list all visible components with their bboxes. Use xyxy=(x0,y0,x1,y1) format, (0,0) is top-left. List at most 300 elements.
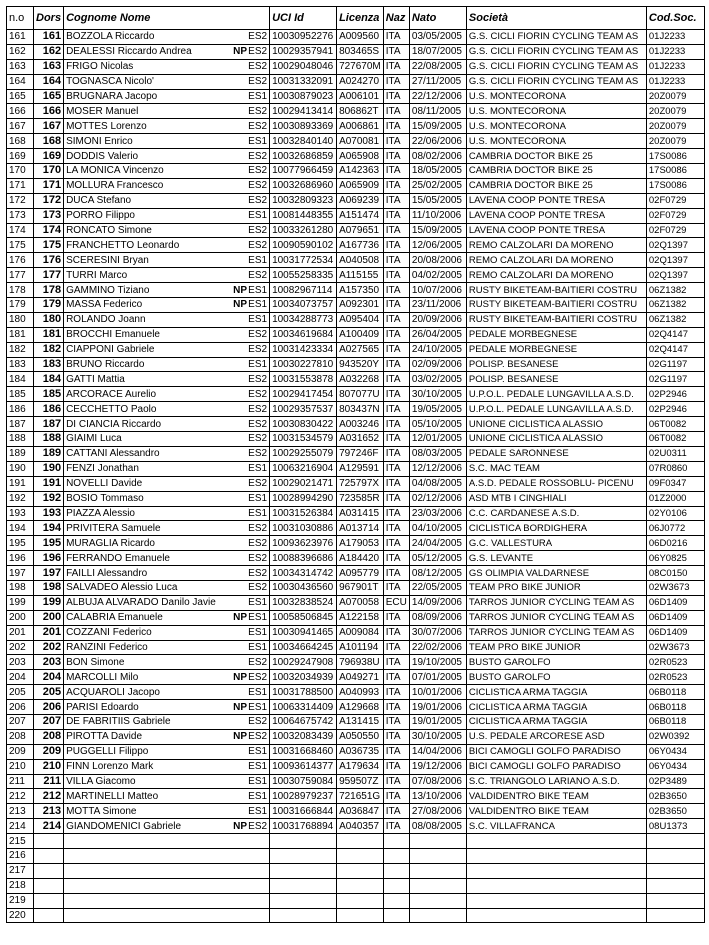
bib-number: 203 xyxy=(34,655,64,670)
rider-name: BRUNO Riccardo xyxy=(66,359,145,371)
rider-name: VILLA Giacomo xyxy=(66,775,136,787)
team-code: 01Z2000 xyxy=(646,491,704,506)
team-code xyxy=(646,848,704,863)
rider-name-cell xyxy=(64,30,270,45)
bib-number: 177 xyxy=(34,268,64,283)
row-number: 191 xyxy=(7,476,34,491)
team-name: U.S. MONTECORONA xyxy=(466,104,646,119)
rider-name-cell xyxy=(64,714,270,729)
category: ES2 xyxy=(248,225,268,237)
team-name: G.S. CICLI FIORIN CYCLING TEAM AS xyxy=(466,74,646,89)
rider-name-cell xyxy=(64,357,270,372)
licenza: 943520Y xyxy=(337,357,384,372)
bib-number: 171 xyxy=(34,178,64,193)
birth-date: 05/10/2005 xyxy=(409,417,466,432)
birth-date: 18/05/2005 xyxy=(409,164,466,179)
licenza: A101194 xyxy=(337,640,384,655)
team-code: 06T0082 xyxy=(646,432,704,447)
birth-date: 07/08/2006 xyxy=(409,774,466,789)
rider-name-cell xyxy=(64,685,270,700)
category: ES2 xyxy=(248,403,268,415)
uci-id: 10034314742 xyxy=(270,566,337,581)
table-row xyxy=(7,44,705,59)
nationality: ITA xyxy=(383,357,409,372)
row-number: 168 xyxy=(7,134,34,149)
birth-date: 02/12/2006 xyxy=(409,491,466,506)
nationality xyxy=(383,848,409,863)
licenza: A095404 xyxy=(337,312,384,327)
nationality: ITA xyxy=(383,729,409,744)
uci-id: 10030830422 xyxy=(270,417,337,432)
licenza: A151474 xyxy=(337,208,384,223)
licenza: 797246F xyxy=(337,446,384,461)
rider-name-cell xyxy=(64,327,270,342)
birth-date: 10/07/2006 xyxy=(409,283,466,298)
bib-number: 191 xyxy=(34,476,64,491)
birth-date: 30/07/2006 xyxy=(409,625,466,640)
rider-name-cell xyxy=(64,878,270,893)
header-dors: Dors xyxy=(34,7,64,30)
team-name: UNIONE CICLISTICA ALASSIO xyxy=(466,432,646,447)
licenza: A079651 xyxy=(337,223,384,238)
uci-id: 10032809323 xyxy=(270,193,337,208)
bib-number: 208 xyxy=(34,729,64,744)
licenza: A027565 xyxy=(337,342,384,357)
licenza: A036735 xyxy=(337,744,384,759)
bib-number: 193 xyxy=(34,506,64,521)
bib-number: 187 xyxy=(34,417,64,432)
rider-name-cell xyxy=(64,819,270,834)
table-row xyxy=(7,74,705,89)
uci-id: 10030952276 xyxy=(270,30,337,45)
rider-name: MOTTES Lorenzo xyxy=(66,120,147,132)
table-row xyxy=(7,804,705,819)
table-row xyxy=(7,223,705,238)
category: ES2 xyxy=(248,567,268,579)
table-row xyxy=(7,595,705,610)
row-number: 211 xyxy=(7,774,34,789)
nationality: ITA xyxy=(383,134,409,149)
licenza xyxy=(337,863,384,878)
rider-name-cell xyxy=(64,178,270,193)
category: ES1 xyxy=(248,463,268,475)
row-number: 182 xyxy=(7,342,34,357)
category: ES2 xyxy=(248,61,268,73)
team-code: 01J2233 xyxy=(646,74,704,89)
bib-number: 175 xyxy=(34,238,64,253)
table-row xyxy=(7,119,705,134)
team-name: POLISP. BESANESE xyxy=(466,372,646,387)
team-code: 02F0729 xyxy=(646,208,704,223)
category: ES2 xyxy=(248,329,268,341)
row-number: 217 xyxy=(7,863,34,878)
team-code: 02Q4147 xyxy=(646,342,704,357)
row-number: 173 xyxy=(7,208,34,223)
header-cod-soc: Cod.Soc. xyxy=(646,7,704,30)
nationality: ITA xyxy=(383,700,409,715)
team-name: RUSTY BIKETEAM-BAITIERI COSTRU xyxy=(466,298,646,313)
rider-name: BRUGNARA Jacopo xyxy=(66,91,158,102)
team-name: CAMBRIA DOCTOR BIKE 25 xyxy=(466,149,646,164)
uci-id: 10029247908 xyxy=(270,655,337,670)
table-row xyxy=(7,178,705,193)
bib-number: 202 xyxy=(34,640,64,655)
team-name xyxy=(466,893,646,908)
team-name: PEDALE MORBEGNESE xyxy=(466,342,646,357)
uci-id: 10034619684 xyxy=(270,327,337,342)
uci-id: 10034664245 xyxy=(270,640,337,655)
rider-name: MOTTA Simone xyxy=(66,805,137,817)
rider-name-cell xyxy=(64,342,270,357)
category: ES2 xyxy=(248,478,268,490)
birth-date: 18/07/2005 xyxy=(409,44,466,59)
uci-id: 10090590102 xyxy=(270,238,337,253)
category: ES1 xyxy=(248,299,268,311)
birth-date: 23/03/2006 xyxy=(409,506,466,521)
rider-name-cell xyxy=(64,893,270,908)
team-name: CICLISTICA ARMA TAGGIA xyxy=(466,685,646,700)
licenza: A092301 xyxy=(337,298,384,313)
birth-date: 19/01/2005 xyxy=(409,714,466,729)
row-number: 215 xyxy=(7,834,34,849)
table-row xyxy=(7,312,705,327)
row-number: 180 xyxy=(7,312,34,327)
row-number: 204 xyxy=(7,670,34,685)
rider-name-cell xyxy=(64,804,270,819)
category: ES1 xyxy=(248,597,268,609)
np-flag: NP xyxy=(233,671,248,683)
team-code: 06T0082 xyxy=(646,417,704,432)
row-number: 195 xyxy=(7,536,34,551)
team-name: CICLISTICA ARMA TAGGIA xyxy=(466,714,646,729)
rider-name: MURAGLIA Ricardo xyxy=(66,537,155,549)
rider-name: GIAIMI Luca xyxy=(66,433,122,445)
table-row xyxy=(7,104,705,119)
table-row xyxy=(7,834,705,849)
team-name: U.P.O.L. PEDALE LUNGAVILLA A.S.D. xyxy=(466,402,646,417)
table-row xyxy=(7,238,705,253)
licenza: A167736 xyxy=(337,238,384,253)
team-code: 02Q4147 xyxy=(646,327,704,342)
rider-name: FRANCHETTO Leonardo xyxy=(66,239,180,251)
team-code: 02R0523 xyxy=(646,670,704,685)
licenza: A003246 xyxy=(337,417,384,432)
table-row xyxy=(7,283,705,298)
rider-name-cell xyxy=(64,476,270,491)
birth-date: 08/03/2005 xyxy=(409,446,466,461)
team-code xyxy=(646,893,704,908)
nationality: ITA xyxy=(383,268,409,283)
row-number: 205 xyxy=(7,685,34,700)
team-name: UNIONE CICLISTICA ALASSIO xyxy=(466,417,646,432)
licenza: 967901T xyxy=(337,580,384,595)
licenza xyxy=(337,878,384,893)
team-code xyxy=(646,908,704,923)
bib-number: 207 xyxy=(34,714,64,729)
team-name: LAVENA COOP PONTE TRESA xyxy=(466,193,646,208)
licenza: A032268 xyxy=(337,372,384,387)
rider-name: RONCATO Simone xyxy=(66,225,152,237)
row-number: 161 xyxy=(7,30,34,45)
licenza: A115155 xyxy=(337,268,384,283)
table-row xyxy=(7,670,705,685)
table-row xyxy=(7,342,705,357)
rider-name-cell xyxy=(64,268,270,283)
nationality: ITA xyxy=(383,223,409,238)
licenza: A142363 xyxy=(337,164,384,179)
table-row xyxy=(7,268,705,283)
birth-date: 08/11/2005 xyxy=(409,104,466,119)
team-name: REMO CALZOLARI DA MORENO xyxy=(466,253,646,268)
uci-id: 10029357537 xyxy=(270,402,337,417)
rider-name: DUCA Stefano xyxy=(66,195,132,207)
uci-id: 10032686859 xyxy=(270,149,337,164)
rider-name: CECCHETTO Paolo xyxy=(66,403,157,415)
team-code: 02B3650 xyxy=(646,789,704,804)
table-row xyxy=(7,908,705,923)
row-number: 194 xyxy=(7,521,34,536)
nationality: ITA xyxy=(383,461,409,476)
team-name: TEAM PRO BIKE JUNIOR xyxy=(466,640,646,655)
team-name xyxy=(466,908,646,923)
table-row xyxy=(7,521,705,536)
team-code: 20Z0079 xyxy=(646,104,704,119)
rider-name: NOVELLI Davide xyxy=(66,478,143,490)
birth-date: 22/08/2005 xyxy=(409,59,466,74)
rider-name: PORRO Filippo xyxy=(66,210,135,222)
row-number: 208 xyxy=(7,729,34,744)
nationality: ITA xyxy=(383,253,409,268)
birth-date: 08/02/2006 xyxy=(409,149,466,164)
category: ES1 xyxy=(248,254,268,266)
licenza xyxy=(337,848,384,863)
bib-number: 209 xyxy=(34,744,64,759)
team-name: U.S. PEDALE ARCORESE ASD xyxy=(466,729,646,744)
licenza: A131415 xyxy=(337,714,384,729)
team-name: VALDIDENTRO BIKE TEAM xyxy=(466,804,646,819)
uci-id: 10028994290 xyxy=(270,491,337,506)
licenza: 721651G xyxy=(337,789,384,804)
row-number: 220 xyxy=(7,908,34,923)
row-number: 209 xyxy=(7,744,34,759)
licenza: A179634 xyxy=(337,759,384,774)
uci-id: 10064675742 xyxy=(270,714,337,729)
uci-id: 10031666844 xyxy=(270,804,337,819)
licenza: 959507Z xyxy=(337,774,384,789)
rider-name-cell xyxy=(64,595,270,610)
rider-name-cell xyxy=(64,610,270,625)
rider-name-cell xyxy=(64,640,270,655)
table-row xyxy=(7,685,705,700)
nationality: ITA xyxy=(383,119,409,134)
rider-name: SALVADEO Alessio Luca xyxy=(66,582,178,594)
team-code: 20Z0079 xyxy=(646,134,704,149)
rider-name-cell xyxy=(64,402,270,417)
team-name: GS OLIMPIA VALDARNESE xyxy=(466,566,646,581)
team-code: 02F0729 xyxy=(646,193,704,208)
team-name: BUSTO GAROLFO xyxy=(466,670,646,685)
licenza: 803437N xyxy=(337,402,384,417)
rider-name: CALABRIA Emanuele xyxy=(66,612,163,624)
header-societa: Società xyxy=(466,7,646,30)
row-number: 187 xyxy=(7,417,34,432)
uci-id: 10093623976 xyxy=(270,536,337,551)
team-name: PEDALE SARONNESE xyxy=(466,446,646,461)
rider-name-cell xyxy=(64,149,270,164)
bib-number: 164 xyxy=(34,74,64,89)
licenza: 796938U xyxy=(337,655,384,670)
team-name: TARROS JUNIOR CYCLING TEAM AS xyxy=(466,625,646,640)
row-number: 218 xyxy=(7,878,34,893)
licenza: 806862T xyxy=(337,104,384,119)
uci-id: 10031772534 xyxy=(270,253,337,268)
row-number: 192 xyxy=(7,491,34,506)
team-name: ASD MTB I CINGHIALI xyxy=(466,491,646,506)
team-code: 06Z1382 xyxy=(646,312,704,327)
nationality: ITA xyxy=(383,208,409,223)
category: ES2 xyxy=(248,31,268,43)
licenza: A024270 xyxy=(337,74,384,89)
uci-id: 10029048046 xyxy=(270,59,337,74)
birth-date: 12/01/2005 xyxy=(409,432,466,447)
bib-number: 198 xyxy=(34,580,64,595)
birth-date: 25/02/2005 xyxy=(409,178,466,193)
table-row xyxy=(7,580,705,595)
nationality: ITA xyxy=(383,59,409,74)
licenza: A065908 xyxy=(337,149,384,164)
team-name: CICLISTICA ARMA TAGGIA xyxy=(466,700,646,715)
bib-number: 200 xyxy=(34,610,64,625)
uci-id: 10093614377 xyxy=(270,759,337,774)
category: ES2 xyxy=(248,150,268,162)
birth-date: 15/09/2005 xyxy=(409,119,466,134)
rider-name-cell xyxy=(64,536,270,551)
team-code: 06B0118 xyxy=(646,700,704,715)
team-name: U.S. MONTECORONA xyxy=(466,134,646,149)
uci-id: 10063216904 xyxy=(270,461,337,476)
bib-number xyxy=(34,834,64,849)
birth-date: 22/02/2006 xyxy=(409,640,466,655)
team-code: 17S0086 xyxy=(646,178,704,193)
row-number: 183 xyxy=(7,357,34,372)
bib-number: 205 xyxy=(34,685,64,700)
rider-name: GAMMINO Tiziano xyxy=(66,284,150,296)
uci-id: 10058506845 xyxy=(270,610,337,625)
team-code xyxy=(646,834,704,849)
birth-date xyxy=(409,834,466,849)
nationality: ITA xyxy=(383,491,409,506)
row-number: 216 xyxy=(7,848,34,863)
rider-name-cell xyxy=(64,625,270,640)
table-row xyxy=(7,30,705,45)
nationality: ITA xyxy=(383,342,409,357)
team-code: 06Z1382 xyxy=(646,298,704,313)
nationality: ITA xyxy=(383,789,409,804)
licenza: A179053 xyxy=(337,536,384,551)
rider-name-cell xyxy=(64,848,270,863)
table-row xyxy=(7,327,705,342)
bib-number: 179 xyxy=(34,298,64,313)
uci-id: 10030941465 xyxy=(270,625,337,640)
rider-name-cell xyxy=(64,44,270,59)
row-number: 207 xyxy=(7,714,34,729)
category: ES2 xyxy=(248,522,268,534)
bib-number: 185 xyxy=(34,387,64,402)
uci-id: 10030436560 xyxy=(270,580,337,595)
rider-name: DEALESSI Riccardo Andrea xyxy=(66,46,192,58)
rider-name: MOLLURA Francesco xyxy=(66,180,164,192)
team-name: S.C. VILLAFRANCA xyxy=(466,819,646,834)
table-row xyxy=(7,551,705,566)
nationality: ITA xyxy=(383,193,409,208)
bib-number: 206 xyxy=(34,700,64,715)
bib-number xyxy=(34,908,64,923)
nationality xyxy=(383,863,409,878)
nationality: ITA xyxy=(383,759,409,774)
birth-date: 22/12/2006 xyxy=(409,89,466,104)
uci-id: 10028979237 xyxy=(270,789,337,804)
rider-name: MOSER Manuel xyxy=(66,105,139,117)
birth-date: 22/05/2005 xyxy=(409,580,466,595)
nationality: ITA xyxy=(383,372,409,387)
nationality: ITA xyxy=(383,640,409,655)
rider-name-cell xyxy=(64,283,270,298)
table-row xyxy=(7,506,705,521)
uci-id: 10030879023 xyxy=(270,89,337,104)
nationality: ITA xyxy=(383,312,409,327)
licenza: A100409 xyxy=(337,327,384,342)
licenza: A069239 xyxy=(337,193,384,208)
uci-id: 10030227810 xyxy=(270,357,337,372)
np-flag: NP xyxy=(233,701,248,713)
nationality: ITA xyxy=(383,74,409,89)
team-code: 06Z1382 xyxy=(646,283,704,298)
rider-name-cell xyxy=(64,312,270,327)
bib-number: 214 xyxy=(34,819,64,834)
row-number: 179 xyxy=(7,298,34,313)
rider-name: GATTI Mattia xyxy=(66,373,125,385)
rider-name: FINN Lorenzo Mark xyxy=(66,761,154,773)
rider-name: PUGGELLI Filippo xyxy=(66,746,149,758)
team-code: 07R0860 xyxy=(646,461,704,476)
rider-name: TOGNASCA Nicolo' xyxy=(66,76,154,88)
team-name: A.S.D. PEDALE ROSSOBLU- PICENU xyxy=(466,476,646,491)
licenza: A122158 xyxy=(337,610,384,625)
birth-date xyxy=(409,878,466,893)
row-number: 189 xyxy=(7,446,34,461)
rider-name-cell xyxy=(64,417,270,432)
licenza xyxy=(337,908,384,923)
licenza: A009560 xyxy=(337,30,384,45)
nationality: ITA xyxy=(383,104,409,119)
row-number: 165 xyxy=(7,89,34,104)
birth-date: 04/02/2005 xyxy=(409,268,466,283)
birth-date: 13/10/2006 xyxy=(409,789,466,804)
nationality xyxy=(383,908,409,923)
uci-id: 10032838524 xyxy=(270,595,337,610)
nationality: ITA xyxy=(383,89,409,104)
category: ES2 xyxy=(248,269,268,281)
rider-name: ARCORACE Aurelio xyxy=(66,388,157,400)
row-number: 196 xyxy=(7,551,34,566)
licenza: A040357 xyxy=(337,819,384,834)
team-code: 02Q1397 xyxy=(646,268,704,283)
row-number: 170 xyxy=(7,164,34,179)
nationality xyxy=(383,834,409,849)
table-row xyxy=(7,536,705,551)
rider-name: GIANDOMENICI Gabriele xyxy=(66,820,182,832)
birth-date: 04/10/2005 xyxy=(409,521,466,536)
